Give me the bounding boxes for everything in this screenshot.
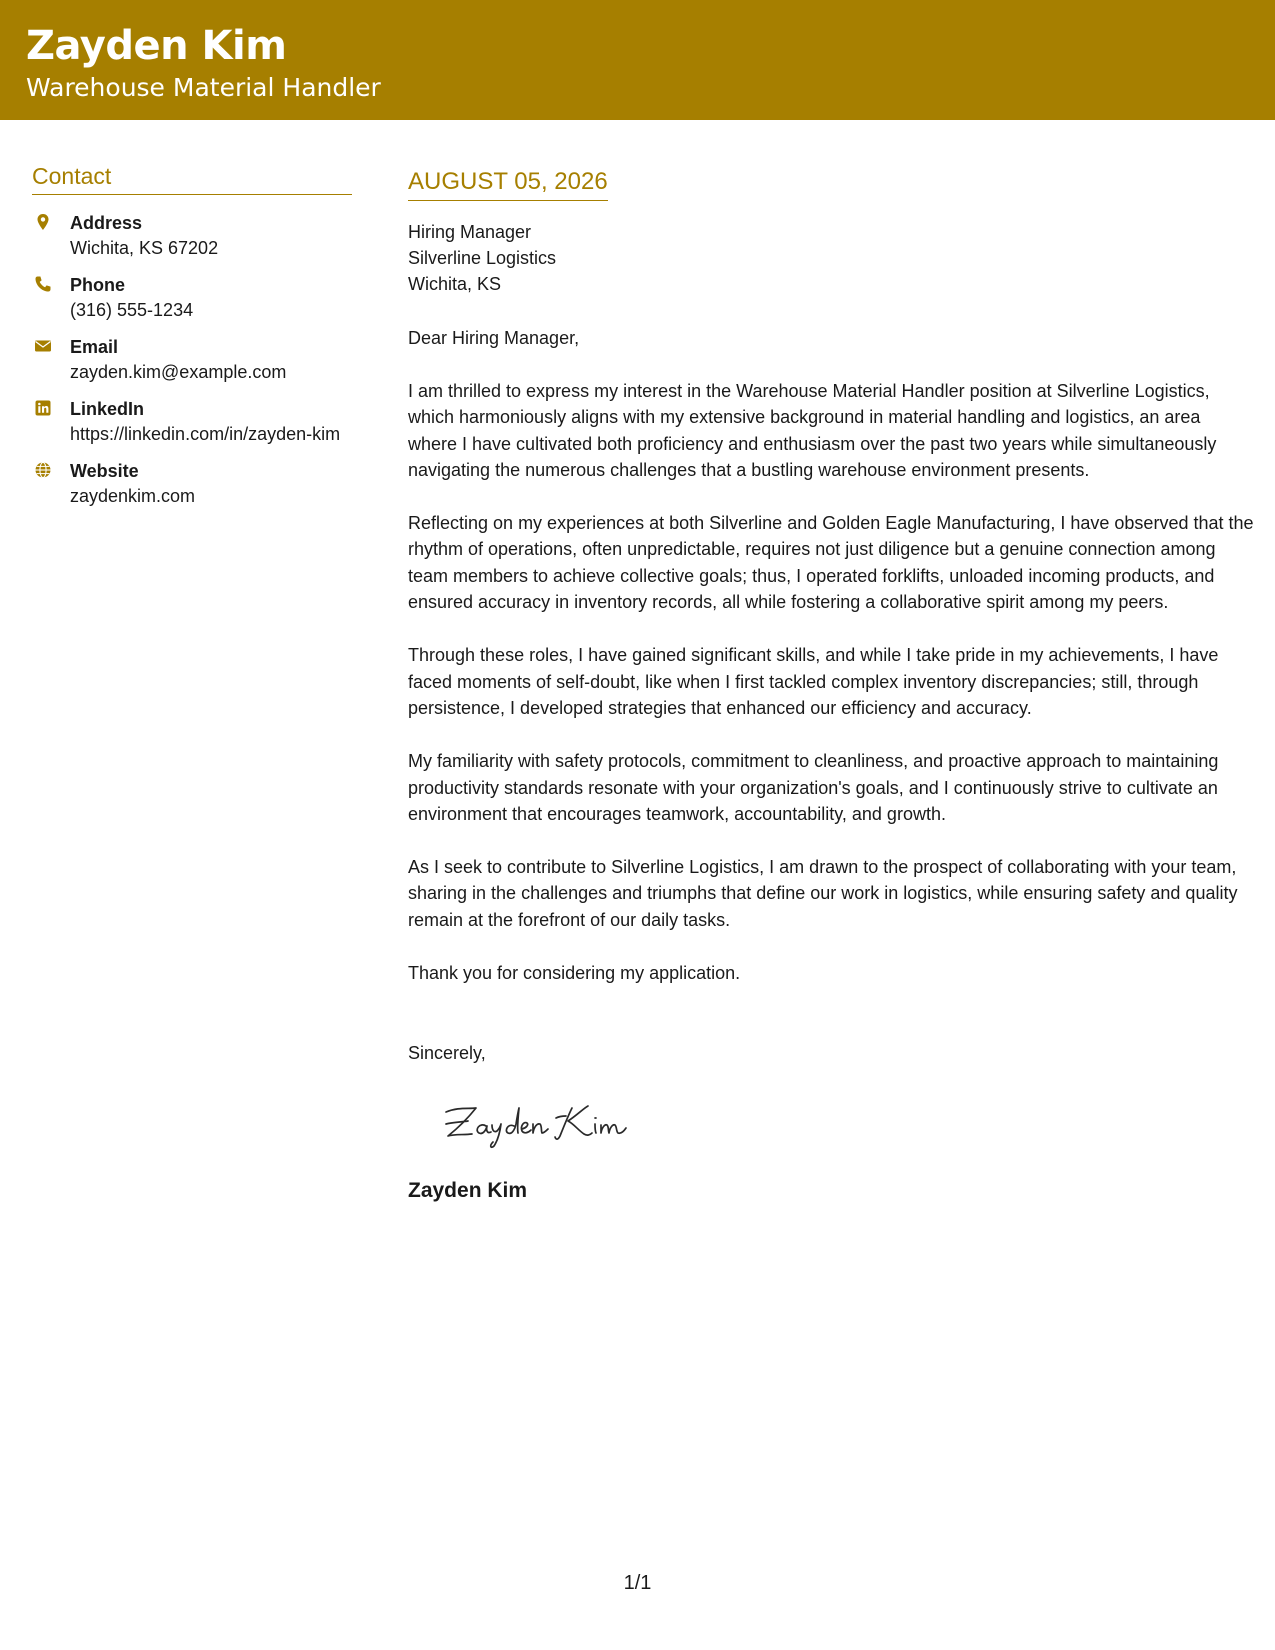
- header-banner: [0, 0, 1275, 120]
- page-number: 1/1: [623, 1572, 652, 1594]
- envelope-icon: [34, 337, 52, 355]
- contact-heading: Contact: [32, 160, 352, 195]
- phone-value: (316) 555-1234: [70, 300, 194, 320]
- signer-name: Zayden Kim: [408, 1179, 528, 1203]
- letter-paragraph: As I seek to contribute to Silverline Logistics, I am drawn to the prospect of collaborating with your team, sharing in the challenges and triumphs that define our work in logistics, while ensuring safety and quality remain at the forefront of our daily tasks.: [408, 857, 1238, 930]
- contact-item-phone: [32, 273, 352, 323]
- linkedin-value[interactable]: https://linkedin.com/in/zayden-kim: [70, 424, 341, 444]
- globe-icon: [34, 461, 52, 479]
- signature-image: [438, 1094, 658, 1154]
- recipient-block: [408, 219, 1254, 297]
- job-title: Warehouse Material Handler: [26, 73, 381, 102]
- contact-label: Address: [70, 213, 143, 233]
- address-value: Wichita, KS 67202: [70, 238, 219, 258]
- letter-paragraph: Thank you for considering my application.: [408, 963, 741, 984]
- contact-item-address: [32, 211, 352, 261]
- contact-sidebar: [32, 160, 352, 521]
- recipient-line: Hiring Manager: [408, 222, 532, 242]
- contact-list: [32, 211, 352, 509]
- applicant-name: Zayden Kim: [26, 23, 287, 69]
- letter-paragraph: Reflecting on my experiences at both Silverline and Golden Eagle Manufacturing, I have observed that the rhythm of operations, often unpredictable, requires not just diligence but a genuine connection among team members to achieve collective goals; thus, I operated forklifts, unloaded incoming products, and ensured accuracy in inventory records, all while fostering a collaborative spirit among my peers.: [408, 513, 1254, 613]
- salutation: Dear Hiring Manager,: [408, 328, 580, 348]
- letter-paragraph: I am thrilled to express my interest in the Warehouse Material Handler position at Silverline Logistics, which harmoniously aligns with my extensive background in material handling and logistics, an area where I have cultivated both proficiency and enthusiasm over the past two years while simultaneously navigating the numerous challenges that a bustling warehouse environment presents.: [408, 381, 1217, 480]
- linkedin-icon: [34, 399, 52, 417]
- letter-body: [408, 166, 1254, 1205]
- contact-item-linkedin: [32, 397, 352, 447]
- contact-label: LinkedIn: [70, 399, 145, 419]
- contact-label: Website: [70, 461, 139, 481]
- letter-paragraph: My familiarity with safety protocols, commitment to cleanliness, and proactive approach to maintaining productivity standards resonate with your organization's goals, and I continuously strive to cultivate an environment that encourages teamwork, accountability, and growth.: [408, 751, 1219, 824]
- map-pin-icon: [34, 213, 52, 231]
- website-value[interactable]: zaydenkim.com: [70, 486, 196, 506]
- recipient-line: Silverline Logistics: [408, 248, 557, 268]
- closing: Sincerely,: [408, 1043, 486, 1064]
- phone-icon: [34, 275, 52, 293]
- letter-paragraph: Through these roles, I have gained significant skills, and while I take pride in my achievements, I have faced moments of self-doubt, like when I first tackled complex inventory discrepancies; still, through persistence, I developed strategies that enhanced our efficiency and accuracy.: [408, 645, 1219, 718]
- letter-date: AUGUST 05, 2026: [408, 166, 608, 201]
- email-value[interactable]: zayden.kim@example.com: [70, 362, 287, 382]
- contact-item-email: [32, 335, 352, 385]
- contact-item-website: [32, 459, 352, 509]
- recipient-line: Wichita, KS: [408, 274, 502, 294]
- contact-label: Phone: [70, 275, 126, 295]
- contact-label: Email: [70, 337, 119, 357]
